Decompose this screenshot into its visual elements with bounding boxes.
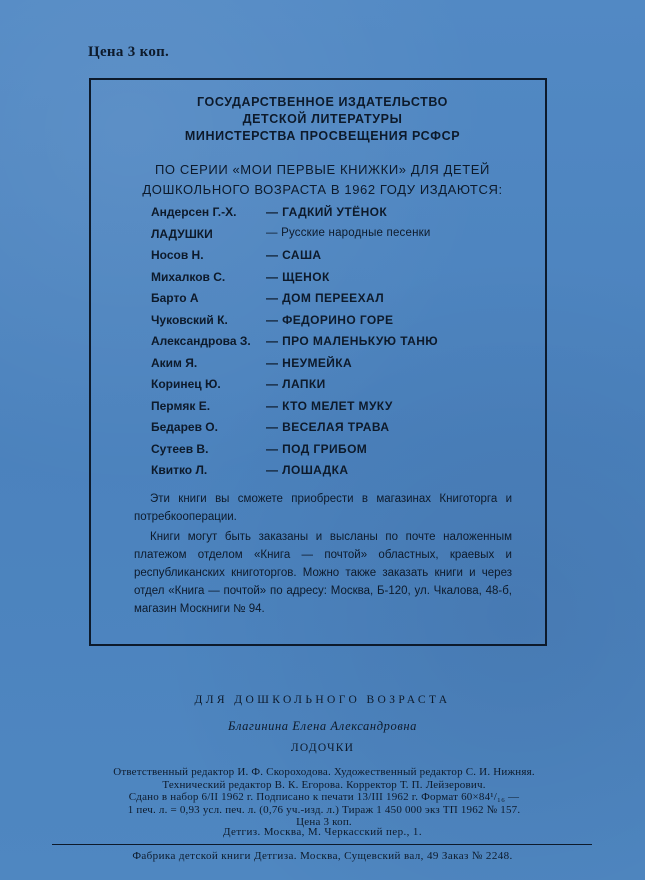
book-row	[151, 334, 531, 356]
book-author: Бедарев О.	[151, 420, 218, 434]
book-title: ЛОДОЧКИ	[290, 742, 355, 754]
book-title-entry: — ФЕДОРИНО ГОРЕ	[266, 312, 394, 327]
book-row	[151, 205, 531, 227]
book-title-entry: — ПОД ГРИБОМ	[266, 441, 368, 456]
book-list	[151, 205, 531, 485]
book-row	[151, 399, 531, 421]
book-author: Михалков С.	[151, 269, 226, 284]
book-row	[151, 291, 531, 313]
book-author: Александрова З.	[151, 334, 251, 348]
book-author: Чуковский К.	[151, 312, 228, 327]
book-title-entry: — ЛОШАДКА	[266, 463, 349, 477]
book-row	[151, 248, 531, 270]
book-row	[151, 377, 531, 399]
imprint-line: Технический редактор В. К. Егорова. Корректор Т. П. Лейзерович.	[162, 778, 486, 791]
book-title-entry: — ЩЕНОК	[266, 269, 330, 284]
book-row	[151, 442, 531, 464]
book-author: Пермяк Е.	[151, 398, 211, 413]
book-row	[151, 227, 531, 249]
purchase-note-text: Эти книги вы сможете приобрести в магазинах Книготорга и потребкооперации.	[134, 493, 512, 523]
book-row	[151, 463, 531, 485]
book-title-entry: — ЛАПКИ	[266, 377, 326, 391]
book-title-entry: — ГАДКИЙ УТЁНОК	[266, 205, 388, 219]
book-title-entry: — НЕУМЕЙКА	[266, 355, 353, 370]
imprint-line: 1 печ. л. = 0,93 усл. печ. л. (0,76 уч.-изд. л.) Тираж 1 450 000 экз ТП 1962 № 157.	[127, 803, 521, 816]
book-row	[151, 420, 531, 442]
book-title-entry: — КТО МЕЛЕТ МУКУ	[266, 398, 393, 413]
book-author: Коринец Ю.	[151, 377, 221, 391]
book-row	[151, 270, 531, 292]
book-title-entry: — ВЕСЕЛАЯ ТРАВА	[266, 420, 390, 434]
book-author: Барто А	[151, 291, 199, 305]
series-heading	[0, 160, 645, 200]
imprint-line: Цена 3 коп.	[296, 816, 352, 828]
book-title-entry: — ПРО МАЛЕНЬКУЮ ТАНЮ	[266, 334, 439, 348]
book-title-entry: — ДОМ ПЕРЕЕХАЛ	[266, 291, 385, 305]
imprint-line: Сдано в набор 6/II 1962 г. Подписано к печати 13/III 1962 г. Формат 60×84¹/₁₆ —	[128, 791, 520, 803]
factory-line: Фабрика детской книги Детгиза. Москва, Сущевский вал, 49 Заказ № 2248.	[132, 850, 513, 862]
price-label: Цена 3 коп.	[88, 44, 170, 60]
book-title-entry: — Русские народные песенки	[266, 226, 431, 239]
mail-order-note-text: Книги могут быть заказаны и высланы по почте наложенным платежом отделом «Книга — почтой» областных, краевых и республиканских книготоргов. Можно также заказать книги и через отдел «Книга — почтой» по адресу: Москва, Б-120, ул. Чкалова, 48-б, магазин Москниги № 94.	[134, 531, 512, 615]
publisher-heading	[0, 94, 645, 145]
age-group-label: ДЛЯ ДОШКОЛЬНОГО ВОЗРАСТА	[194, 694, 451, 706]
publisher-line: ГОСУДАРСТВЕННОЕ ИЗДАТЕЛЬСТВО	[196, 95, 449, 109]
book-row	[151, 313, 531, 335]
book-author: Сутеев В.	[151, 441, 209, 456]
book-author-full: Благинина Елена Александровна	[228, 719, 417, 733]
series-line: ПО СЕРИИ «МОИ ПЕРВЫЕ КНИЖКИ» ДЛЯ ДЕТЕЙ	[154, 162, 490, 177]
publisher-line: МИНИСТЕРСТВА ПРОСВЕЩЕНИЯ РСФСР	[184, 129, 461, 143]
publisher-address: Детгиз. Москва, М. Черкасский пер., 1.	[223, 826, 422, 838]
book-row	[151, 356, 531, 378]
book-author: Андерсен Г.-Х.	[151, 205, 237, 219]
imprint-line: Ответственный редактор И. Ф. Скороходова. Художественный редактор С. И. Нижняя.	[113, 766, 535, 778]
book-author: ЛАДУШКИ	[151, 226, 213, 241]
purchase-note	[134, 490, 512, 526]
divider	[52, 844, 592, 845]
book-title-entry: — САША	[266, 248, 322, 262]
imprint-block	[54, 766, 594, 829]
book-author: Аким Я.	[151, 355, 198, 370]
mail-order-note	[134, 528, 512, 618]
book-author: Квитко Л.	[151, 463, 208, 477]
publisher-line: ДЕТСКОЙ ЛИТЕРАТУРЫ	[242, 112, 403, 126]
book-author: Носов Н.	[151, 248, 204, 262]
series-line: ДОШКОЛЬНОГО ВОЗРАСТА В 1962 ГОДУ ИЗДАЮТСЯ:	[142, 182, 503, 197]
